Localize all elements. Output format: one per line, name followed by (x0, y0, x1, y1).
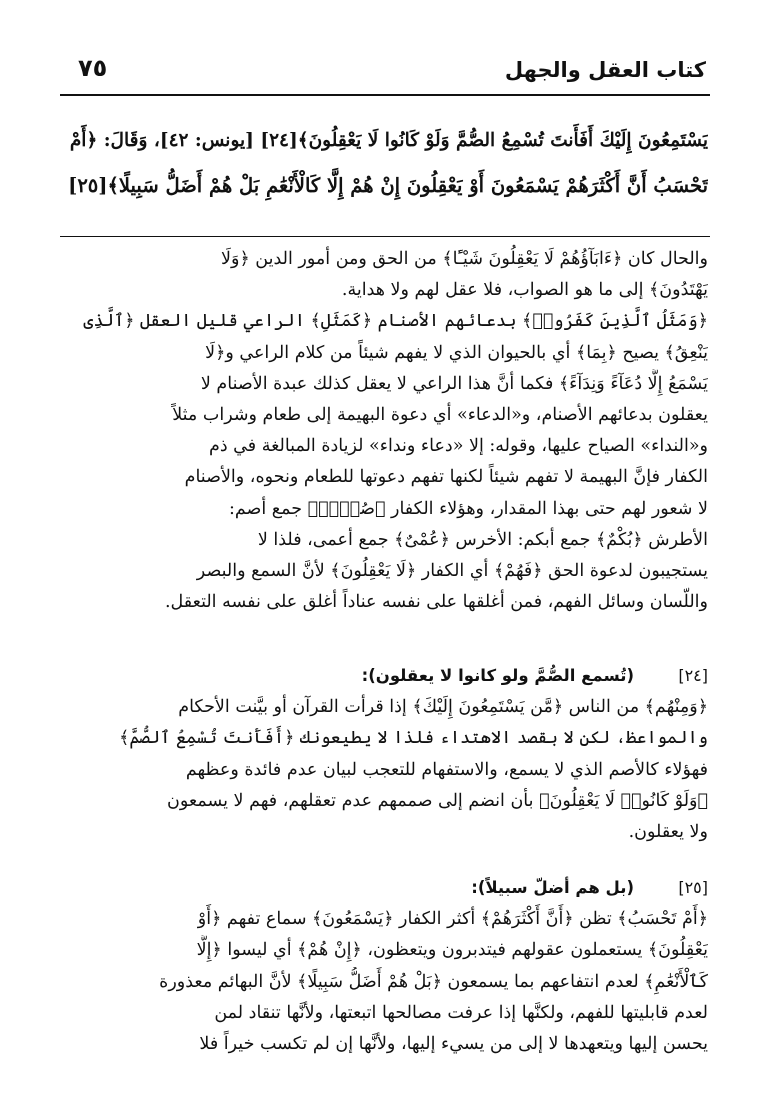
text-line: ﴿وَمِنْهُم﴾ من الناس ﴿مَّن يَسْتَمِعُونَ إِلَيْكَ﴾ إذا قرأت القرآن أو بيَّنت الأحكام (178, 697, 708, 718)
text-line: الكفار فإنَّ البهيمة لا تفهم شيئاً لكنها تفهم دعوتها للطعام ونحوه، والأصنام (184, 467, 708, 488)
text-line: و«النداء» الصياح عليها، وقوله: إلا «دعاء ونداء» لزيادة المبالغة في ذم (208, 436, 708, 457)
text-line: واللّسان وسائل الفهم، فمن أغلقها على نفسه عناداً أغلق على نفسه التعقل. (164, 592, 708, 613)
text-line: والمواعظ، لكن لا بقصد الاهتداء فلذا لا يطيعونك ﴿أَفَأَنتَ تُسْمِعُ ٱلصُّمَّ﴾ (119, 728, 708, 749)
commentary-text (62, 244, 708, 618)
footnote-divider (60, 236, 710, 237)
footnote-number: [٢٥] (678, 878, 708, 897)
text-line: يَعْقِلُونَ﴾ يستعملون عقولهم فيتدبرون ويتعظون، ﴿إِنْ هُمْ﴾ أي ليسوا ﴿إِلَّا (196, 940, 708, 961)
text-line: لعدم قابليتها للفهم، ولكنَّها إذا عرفت مصالحها اتبعتها، ولأنَّها تنقاد لمن (214, 1002, 708, 1023)
text-line: يعقلون بدعائهم الأصنام، و«الدعاء» أي دعوة البهيمة إلى طعام وشراب مثلاً (172, 405, 708, 426)
text-line: يحسن إليها ويتعهدها لا إلى من يسيء إليها، ولأنَّها إن لم تكسب خيراً فلا (199, 1034, 708, 1055)
text-line: يَنْعِقُ﴾ يصيح ﴿بِمَا﴾ أي بالحيوان الذي لا يفهم شيئاً من كلام الراعي و﴿لَا (205, 342, 708, 363)
footnote-heading (62, 660, 708, 692)
text-line: يَهْتَدُونَ﴾ إلى ما هو الصواب، فلا عقل لهم ولا هداية. (341, 280, 708, 301)
text-line: الأطرش ﴿بُكْمٌ﴾ جمع أبكم: الأخرس ﴿عُمْىٌ﴾ جمع أعمى، فلذا لا (257, 529, 708, 550)
text-line: ﴿أَمْ تَحْسَبُ﴾ تظن ﴿أَنَّ أَكْثَرَهُمْ﴾ أكثر الكفار ﴿يَسْمَعُونَ﴾ سماع تفهم ﴿أَوْ (197, 909, 708, 930)
text-line: فهؤلاء كالأصم الذي لا يسمع، والاستفهام للتعجب لبيان عدم فائدة وعظهم (185, 759, 708, 780)
running-title: كتاب العقل والجهل (504, 58, 706, 82)
footnote-24 (62, 660, 708, 848)
footnote-25 (62, 872, 708, 1060)
text-line: يَسْمَعُ إِلَّا دُعَآءً وَنِدَآءً﴾ فكما أنَّ هذا الراعي لا يعقل كذلك عبدة الأصنام لا (200, 373, 708, 394)
text-line: ﴿وَمَثَلُ ٱلَّذِينَ كَفَرُوا۟﴾ بدعائهم الأصنام ﴿كَمَثَلِ﴾ الراعي قليل العقل ﴿ٱلَّذِى (83, 311, 708, 332)
verse-line: يَسْتَمِعُونَ إِلَيْكَ أَفَأَنتَ تُسْمِعُ الصُّمَّ وَلَوْ كَانُوا لَا يَعْقِلُونَ﴾[٢٤] [يونس: ٤٢]، وَقَالَ: ﴿أَمْ (69, 130, 708, 151)
text-line: والحال كان ﴿ءَابَآؤُهُمْ لَا يَعْقِلُونَ شَيْـًٔا﴾ من الحق ومن أمور الدين ﴿وَلَا (221, 249, 708, 269)
text-line: يستجيبون لدعوة الحق ﴿فَهُمْ﴾ أي الكفار ﴿لَا يَعْقِلُونَ﴾ لأنَّ السمع والبصر (196, 561, 708, 582)
text-line: ولا يعقلون. (628, 822, 708, 843)
footnote-heading (62, 872, 708, 904)
footnote-title: (بل هم أضلّ سبيلاً): (471, 878, 634, 897)
page-number: ٧٥ (78, 54, 108, 82)
text-line: كَٱلْأَنْعَٰمِ﴾ لعدم انتفاعهم بما يسمعون ﴿بَلْ هُمْ أَضَلُّ سَبِيلًا﴾ لأنَّ البهائم معذورة (159, 971, 708, 992)
quran-verse-block (62, 118, 708, 208)
page-header (60, 50, 710, 96)
verse-line: تَحْسَبُ أَنَّ أَكْثَرَهُمْ يَسْمَعُونَ أَوْ يَعْقِلُونَ إِنْ هُمْ إِلَّا كَالْأَنْعَٰمِ بَلْ هُمْ أَضَلُّ سَبِيلًا﴾[٢٥] (68, 174, 708, 197)
footnote-number: [٢٤] (678, 666, 708, 685)
footnote-title: (تُسمع الصُّمَّ ولو كانوا لا يعقلون): (361, 666, 634, 685)
text-line: لا شعور لهم حتى بهذا المقدار، وهؤلاء الكفار ﴿صُمٌّۢ﴾ جمع أصم: (228, 498, 708, 519)
text-line: ﴿وَلَوْ كَانُوا۟ لَا يَعْقِلُونَ﴾ بأن انضم إلى صممهم عدم تعقلهم، فهم لا يسمعون (167, 790, 708, 811)
